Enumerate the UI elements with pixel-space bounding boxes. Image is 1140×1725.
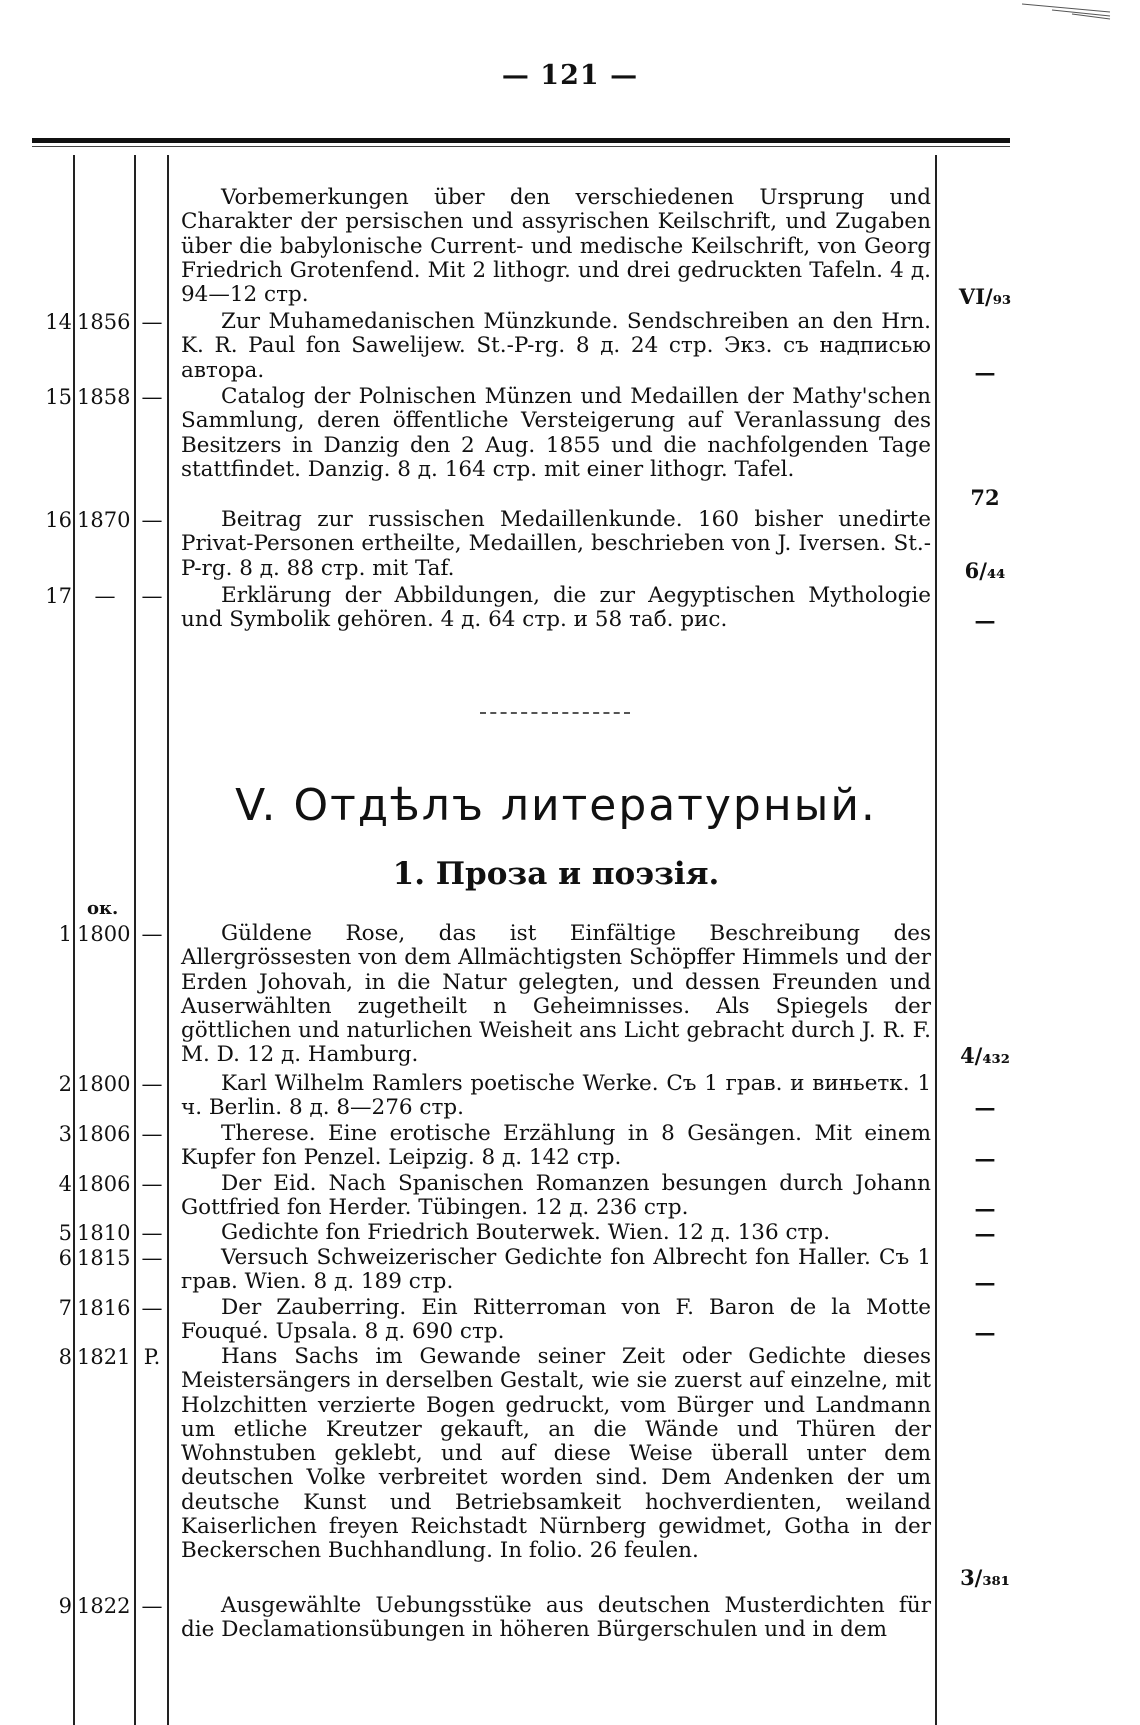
entry-number: 6	[58, 1246, 72, 1270]
entry-price: 3/₃₈₁	[960, 1565, 1010, 1590]
entry-year: 1858	[77, 385, 131, 409]
entry-text: Vorbemerkungen über den verschiedenen Ursprung und Charakter der persischen und assyrischen Keilschrift, und Zugaben über die babylonische Current- und medische Keilschrift, von Georg Friedrich Grotenfend. Mit 2 lithogr. und drei gedruckten Tafeln. 4 д. 94—12 стр.	[181, 185, 931, 308]
entry-price-dash: —	[974, 608, 996, 633]
entry-text: Der Zauberring. Ein Ritterroman von F. Baron de la Motte Fouqué. Upsala. 8 д. 690 стр.	[181, 1295, 931, 1345]
entry-mark: —	[141, 922, 163, 946]
entry-text: Catalog der Polnischen Münzen und Medaillen der Mathy'schen Sammlung, deren öffentliche Versteigerung auf Veranlassung des Besitzers in Danzig den 2 Aug. 1855 und die nachfolgenden Tage stattfindet. Danzig. 8 д. 164 стр. mit einer lithogr. Tafel.	[181, 384, 931, 482]
entry-price: —	[974, 1221, 996, 1246]
entry-number: 3	[58, 1122, 72, 1146]
column-rule-number	[73, 155, 75, 1725]
entry-year: 1806	[77, 1122, 131, 1146]
entry-year: —	[94, 584, 116, 608]
entry-text: Karl Wilhelm Ramlers poetische Werke. Съ 1 грав. и виньетк. 1 ч. Berlin. 8 д. 8—276 стр.	[181, 1071, 931, 1121]
entry-text: Therese. Eine erotische Erzählung in 8 Gesängen. Mit einem Kupfer fon Penzel. Leipzig. 8 д. 142 стр.	[181, 1121, 931, 1171]
entry-mark: P.	[143, 1345, 161, 1369]
entry-price: —	[974, 1320, 996, 1345]
entry-price: —	[974, 1270, 996, 1295]
entry-year: 1800	[77, 1072, 131, 1096]
entry-year: 1870	[77, 508, 131, 532]
column-rule-title	[935, 155, 937, 1725]
entry-year: 1822	[77, 1594, 131, 1618]
entry-year: 1821	[77, 1345, 131, 1369]
entry-number: 15	[45, 385, 72, 409]
entry-mark: —	[141, 385, 163, 409]
entry-price: —	[974, 1196, 996, 1221]
entry-text: Güldene Rose, das ist Einfältige Beschreibung des Allergrössesten von dem Allmächtigsten Schöpffer Himmels und der Erden Johovah, in die Natur gelegten, und dessen Freunden und Auserwählten zugetheilt n Geheimnisses. Als Spiegels der göttlichen und naturlichen Weisheit ans Licht gebracht durch J. R. F. M. D. 12 д. Hamburg.	[181, 921, 931, 1068]
entry-number: 2	[58, 1072, 72, 1096]
entry-price: —	[974, 1146, 996, 1171]
top-rule	[32, 138, 1010, 143]
entry-mark: —	[141, 1594, 163, 1618]
approx-label: ок.	[87, 898, 119, 919]
entry-mark: —	[141, 310, 163, 334]
entry-text: Versuch Schweizerischer Gedichte fon Albrecht fon Haller. Съ 1 грав. Wien. 8 д. 189 стр.	[181, 1245, 931, 1295]
entry-number: 1	[58, 922, 72, 946]
entry-price: —	[974, 360, 996, 385]
entry-mark: —	[141, 1172, 163, 1196]
entry-mark: —	[141, 1246, 163, 1270]
entry-number: 4	[58, 1172, 72, 1196]
corner-scratch-mark	[1022, 2, 1112, 20]
entry-mark: —	[141, 1221, 163, 1245]
entry-text: Hans Sachs im Gewande seiner Zeit oder Gedichte dieses Meistersängers in derselben Gestalt, wie sie zuerst auf einzelne, mit Holzchitten verzierte Bogen gedruckt, vom Bürger und Landmann um etliche Kreutzer gekauft, an die Wände und Thüren der Wohnstuben geklebt, und auf diese Weise überall unter dem deutschen Volke verbreitet worden sind. Dem Andenken der um deutsche Kunst und Betriebsamkeit hochverdienten, weiland Kaiserlichen freyen Reichstadt Nürnberg gewidmet, Gotha in der Beckerschen Buchhandlung. In folio. 26 feulen.	[181, 1344, 931, 1564]
column-rule-mark	[167, 155, 169, 1725]
entry-mark: —	[141, 1296, 163, 1320]
entry-mark: —	[141, 508, 163, 532]
subsection-title: 1. Проза и поэзія.	[392, 856, 720, 892]
entry-price: 6/₄₄	[964, 558, 1006, 583]
entry-year: 1856	[77, 310, 131, 334]
entry-text: Erklärung der Abbildungen, die zur Aegyptischen Mythologie und Symbolik gehören. 4 д. 64 стр. и 58 таб. рис.	[181, 583, 931, 633]
column-rule-year	[134, 155, 136, 1725]
entry-mark: —	[141, 584, 163, 608]
entry-year: 1816	[77, 1296, 131, 1320]
entry-number: 14	[45, 310, 72, 334]
entry-number: 5	[58, 1221, 72, 1245]
entry-mark: —	[141, 1122, 163, 1146]
page-number: — 121 —	[501, 60, 639, 91]
entry-price: 72	[970, 485, 1000, 510]
entry-text: Beitrag zur russischen Medaillenkunde. 160 bisher unedirte Privat-Personen ertheilte, Medaillen, beschrieben von J. Iversen. St.-P-rg. 8 д. 88 стр. mit Taf.	[181, 507, 931, 581]
entry-year: 1810	[77, 1221, 131, 1245]
entry-year: 1815	[77, 1246, 131, 1270]
dashed-separator	[480, 712, 630, 714]
entry-text: Ausgewählte Uebungsstüke aus deutschen Musterdichten für die Declamationsübungen in höheren Bürgerschulen und in dem	[181, 1593, 931, 1643]
entry-text: Der Eid. Nach Spanischen Romanzen besungen durch Johann Gottfried fon Herder. Tübingen. 12 д. 236 стр.	[181, 1171, 931, 1221]
entry-price: —	[974, 1095, 996, 1120]
entry-price: 4/₄₃₂	[960, 1043, 1010, 1068]
entry-price: VI/₉₃	[958, 284, 1012, 309]
entry-mark: —	[141, 1072, 163, 1096]
entry-number: 17	[45, 584, 72, 608]
entry-number: 7	[58, 1296, 72, 1320]
entry-number: 9	[58, 1594, 72, 1618]
entry-text: Zur Muhamedanischen Münzkunde. Sendschreiben an den Hrn. K. R. Paul fon Sawelijew. St.-P-rg. 8 д. 24 стр. Экз. съ надписью автора.	[181, 309, 931, 383]
entry-year: 1800	[77, 922, 131, 946]
entry-number: 8	[58, 1345, 72, 1369]
top-rule-thin	[32, 146, 1010, 147]
section-title: V. Отдѣлъ литературный.	[235, 780, 877, 831]
entry-year: 1806	[77, 1172, 131, 1196]
entry-text: Gedichte fon Friedrich Bouterwek. Wien. 12 д. 136 стр.	[221, 1220, 831, 1245]
entry-number: 16	[45, 508, 72, 532]
